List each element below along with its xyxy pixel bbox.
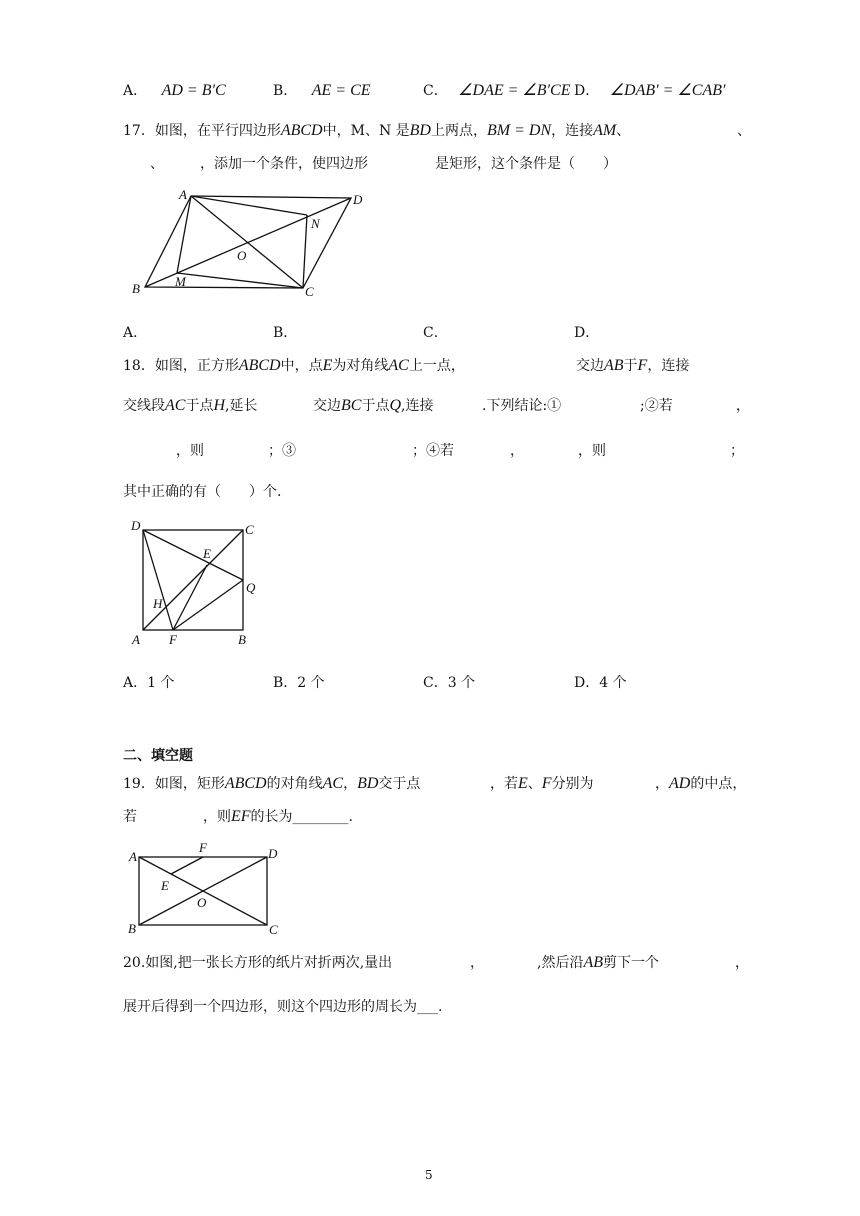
text: ，连接 [551, 123, 594, 139]
math: Q [389, 397, 402, 414]
q17-option-a: A． [123, 325, 148, 341]
math: AC [165, 397, 186, 414]
text: 交边 [313, 398, 341, 414]
math: BD [357, 775, 379, 792]
text: ,延长 [225, 398, 258, 414]
q16-option-c [423, 80, 570, 100]
text: 上两点， [430, 123, 487, 139]
text: 交线段 [123, 398, 165, 414]
q17-option-c: C． [423, 325, 448, 341]
math: AC [388, 357, 409, 374]
math: BC [341, 397, 362, 414]
q18-line3-a: ，则 [176, 443, 204, 459]
math: AM [593, 122, 617, 139]
label-c: C [245, 522, 254, 537]
label-n: N [311, 216, 320, 231]
label-b: B [132, 281, 140, 296]
text: 中，点 [280, 358, 323, 374]
label-m: M [175, 274, 186, 289]
segment-ef [171, 857, 203, 874]
text: 、 [616, 123, 631, 139]
q19-line1-a [123, 773, 420, 793]
label-d: D [268, 846, 278, 861]
label-o: O [237, 248, 247, 263]
option-formula: AE = CE [311, 82, 371, 99]
text: 的对角线 [266, 776, 323, 792]
text: 交边 [576, 358, 604, 374]
page-number: 5 [425, 1168, 433, 1182]
math: AB [604, 357, 624, 374]
label-c: C [269, 922, 278, 937]
q17-line2-b: 是矩形，这个条件是（ ） [435, 156, 617, 172]
label-f: F [169, 632, 177, 647]
diagonal-ac [191, 196, 303, 288]
text: 交于点 [378, 776, 421, 792]
text: ,连接 [401, 398, 434, 414]
text: 、 [527, 776, 542, 792]
option-label: D． [574, 83, 600, 99]
q18-line3-e: ，则 [578, 443, 606, 459]
label-f: F [199, 840, 207, 855]
q19-line2-a: 若 [123, 809, 137, 825]
label-q: Q [246, 580, 256, 595]
label-d: D [353, 192, 363, 207]
segment-nc [303, 215, 307, 288]
text: 中，M、N 是 [322, 123, 410, 139]
q16-option-d [574, 80, 726, 100]
q20-line1-a: 20.如图,把一张长方形的纸片对折两次,量出 [123, 955, 393, 971]
math: H [213, 397, 226, 414]
q18-line4: 其中正确的有（ ）个. [123, 484, 282, 500]
label-b: B [128, 921, 136, 936]
q17-option-d: D． [574, 325, 600, 341]
math: BM = DN [486, 122, 552, 139]
q18-line3-b: ；③ [268, 443, 296, 459]
q18-line3-c: ；④若 [412, 443, 454, 459]
q18-square-figure [125, 516, 265, 651]
segment-am [177, 196, 191, 273]
q17-sep2: 、 [737, 123, 751, 139]
math: AB [583, 954, 603, 971]
section-title: 二、填空题 [123, 748, 193, 764]
text: 的中点， [690, 776, 747, 792]
q18-line2-a [123, 395, 257, 415]
segment-fq [173, 580, 243, 630]
math: AD [669, 775, 691, 792]
option-label: B． [273, 83, 298, 99]
text: 分别为 [551, 776, 594, 792]
label-d: D [131, 518, 141, 533]
label-e: E [203, 546, 211, 561]
label-o: O [197, 895, 207, 910]
q19-rectangle-figure [125, 838, 290, 938]
q17-option-b: B． [273, 325, 298, 341]
text: 于点 [361, 398, 390, 414]
segment-dq [143, 530, 243, 580]
q18-option-b: B．2 个 [273, 675, 325, 691]
q17-parallelogram-figure [125, 185, 370, 300]
text: 于 [623, 358, 638, 374]
text: 剪下一个 [603, 955, 659, 971]
q18-line3-f: ； [730, 443, 744, 459]
q18-line2-d: ;②若 [640, 398, 673, 414]
text: ， [343, 776, 358, 792]
math: ABCD [238, 357, 281, 374]
math: ABCD [224, 775, 267, 792]
math: E [518, 775, 528, 792]
option-formula: AD = B′C [161, 82, 226, 99]
q20-line2: 展开后得到一个四边形，则这个四边形的周长为___. [123, 999, 443, 1015]
math: ABCD [280, 122, 323, 139]
option-formula: ∠DAB′ = ∠CAB′ [609, 82, 726, 99]
text: 18．如图，正方形 [123, 358, 239, 374]
q18-line1-b [576, 355, 689, 375]
text: ， [655, 776, 669, 792]
q20-line1-c [537, 952, 659, 972]
segment-an [191, 196, 307, 215]
q19-line1-b [490, 773, 594, 793]
q18-line2-b [313, 395, 433, 415]
q16-option-b [273, 80, 371, 100]
q17-line2-sep: 、 [150, 156, 164, 172]
q18-line2-c: .下列结论:① [482, 398, 562, 414]
label-b: B [238, 632, 246, 647]
q18-line3-d: ， [510, 443, 524, 459]
q18-option-a: A．1 个 [123, 675, 175, 691]
option-label: A． [123, 83, 148, 99]
q17-line1 [123, 120, 630, 140]
math: AC [322, 775, 344, 792]
text: 19．如图，矩形 [123, 776, 225, 792]
label-a: A [129, 849, 137, 864]
math: EF [231, 808, 251, 825]
text: 为对角线 [332, 358, 389, 374]
segment-ef [173, 565, 207, 630]
label-h: H [153, 596, 163, 611]
q16-option-a [123, 80, 226, 100]
q19-line1-c [655, 773, 746, 793]
option-label: C． [423, 83, 448, 99]
q20-line1-e: ， [735, 955, 749, 971]
text: 的长为________. [250, 809, 353, 825]
q18-option-d: D．4 个 [574, 675, 627, 691]
q17-line2-a: ，添加一个条件，使四边形 [200, 156, 368, 172]
text: ，若 [490, 776, 518, 792]
label-c: C [305, 284, 314, 299]
text: ，连接 [647, 358, 690, 374]
text: ，则 [203, 809, 231, 825]
math: F [541, 775, 552, 792]
label-a: A [132, 632, 140, 647]
text: 上一点， [408, 358, 465, 374]
text: ,然后沿 [537, 955, 584, 971]
math: F [637, 357, 648, 374]
math: BD [409, 122, 431, 139]
math: E [322, 357, 333, 374]
q18-line2-e: ， [736, 398, 750, 414]
q20-line1-b: ， [470, 955, 484, 971]
text: 于点 [185, 398, 214, 414]
option-formula: ∠DAE = ∠B′CE [458, 82, 571, 99]
label-a: A [179, 187, 187, 202]
q18-line1-a [123, 355, 465, 375]
segment-mc [177, 273, 303, 288]
text: 17．如图，在平行四边形 [123, 123, 281, 139]
q19-line2-b [203, 806, 353, 826]
q18-option-c: C．3 个 [423, 675, 476, 691]
label-e: E [161, 878, 169, 893]
